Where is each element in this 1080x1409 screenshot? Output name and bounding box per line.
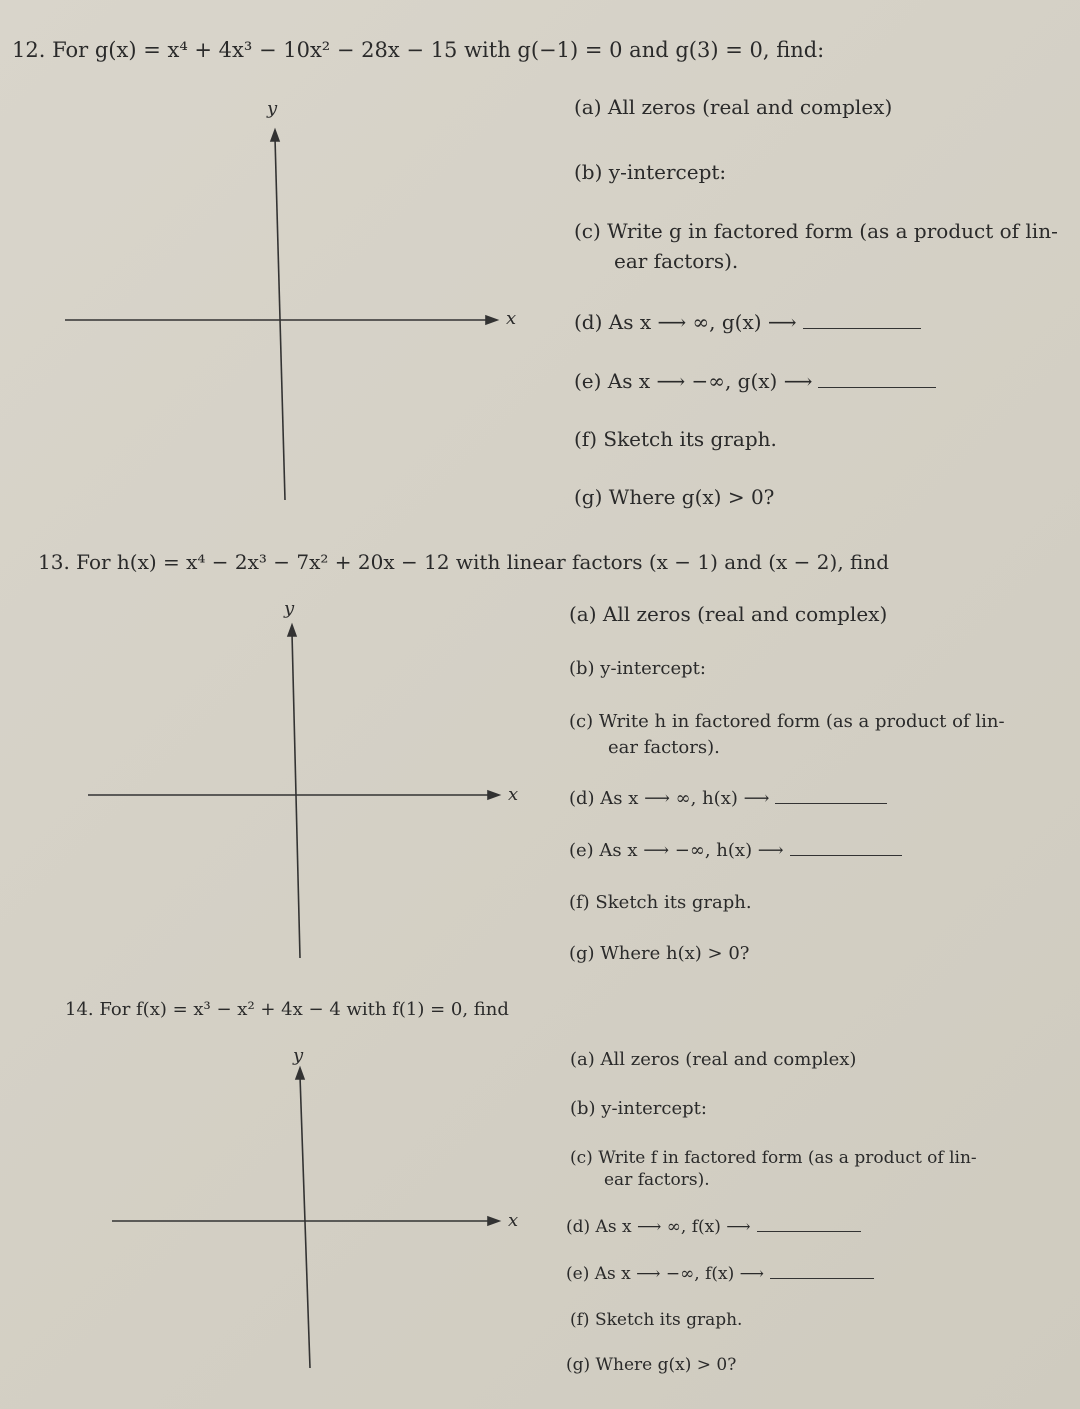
p12-part-a: (a) All zeros (real and complex) (574, 95, 893, 119)
p13-part-g: (g) Where h(x) > 0? (569, 943, 750, 964)
p12-part-g: (g) Where g(x) > 0? (574, 485, 775, 509)
p13-part-c-line2: ear factors). (608, 737, 720, 758)
p13-part-a: (a) All zeros (real and complex) (569, 602, 888, 626)
p14-part-d (566, 1217, 861, 1237)
p14-y-label: y (293, 1045, 304, 1066)
p12-part-d-text: (d) As x ⟶ ∞, g(x) ⟶ (574, 310, 797, 334)
p12-part-c-line2: ear factors). (614, 249, 739, 273)
p13-part-f: (f) Sketch its graph. (569, 892, 752, 913)
p14-part-a: (a) All zeros (real and complex) (570, 1049, 857, 1070)
p13-part-d-text: (d) As x ⟶ ∞, h(x) ⟶ (569, 788, 770, 809)
p14-part-c-line1: (c) Write f in factored form (as a product of lin- (570, 1148, 977, 1168)
p14-part-b: (b) y-intercept: (570, 1098, 707, 1119)
problem-12-header: 12. For g(x) = x⁴ + 4x³ − 10x² − 28x − 15 with g(−1) = 0 and g(3) = 0, find: (12, 38, 825, 62)
p12-part-b: (b) y-intercept: (574, 160, 727, 184)
p13-part-b: (b) y-intercept: (569, 658, 706, 679)
p14-part-f: (f) Sketch its graph. (570, 1310, 743, 1330)
p13-part-e-text: (e) As x ⟶ −∞, h(x) ⟶ (569, 840, 784, 861)
p12-part-e-text: (e) As x ⟶ −∞, g(x) ⟶ (574, 369, 813, 393)
p13-part-c-line1: (c) Write h in factored form (as a product of lin- (569, 711, 1005, 732)
p14-x-label: x (508, 1210, 519, 1231)
p13-x-label: x (508, 784, 519, 805)
p14-part-e (566, 1264, 874, 1284)
p14-y-axis (300, 1076, 310, 1368)
problem-13-header: 13. For h(x) = x⁴ − 2x³ − 7x² + 20x − 12 with linear factors (x − 1) and (x − 2), find (38, 550, 890, 574)
p12-part-f: (f) Sketch its graph. (574, 427, 777, 451)
p14-part-d-answer-line[interactable] (757, 1230, 861, 1232)
p14-y-arrow (296, 1068, 304, 1079)
p14-part-c-line2: ear factors). (604, 1170, 710, 1190)
p14-part-g: (g) Where g(x) > 0? (566, 1355, 737, 1375)
problem-14-header: 14. For f(x) = x³ − x² + 4x − 4 with f(1) = 0, find (65, 999, 509, 1020)
p12-y-label: y (267, 98, 278, 119)
p14-part-d-text: (d) As x ⟶ ∞, f(x) ⟶ (566, 1217, 751, 1237)
p13-y-label: y (284, 598, 295, 619)
p14-x-arrow (488, 1217, 499, 1225)
p14-part-e-answer-line[interactable] (770, 1277, 874, 1279)
p12-x-label: x (506, 308, 517, 329)
p12-part-c-line1: (c) Write g in factored form (as a product of lin- (574, 219, 1058, 243)
p14-part-e-text: (e) As x ⟶ −∞, f(x) ⟶ (566, 1264, 765, 1284)
